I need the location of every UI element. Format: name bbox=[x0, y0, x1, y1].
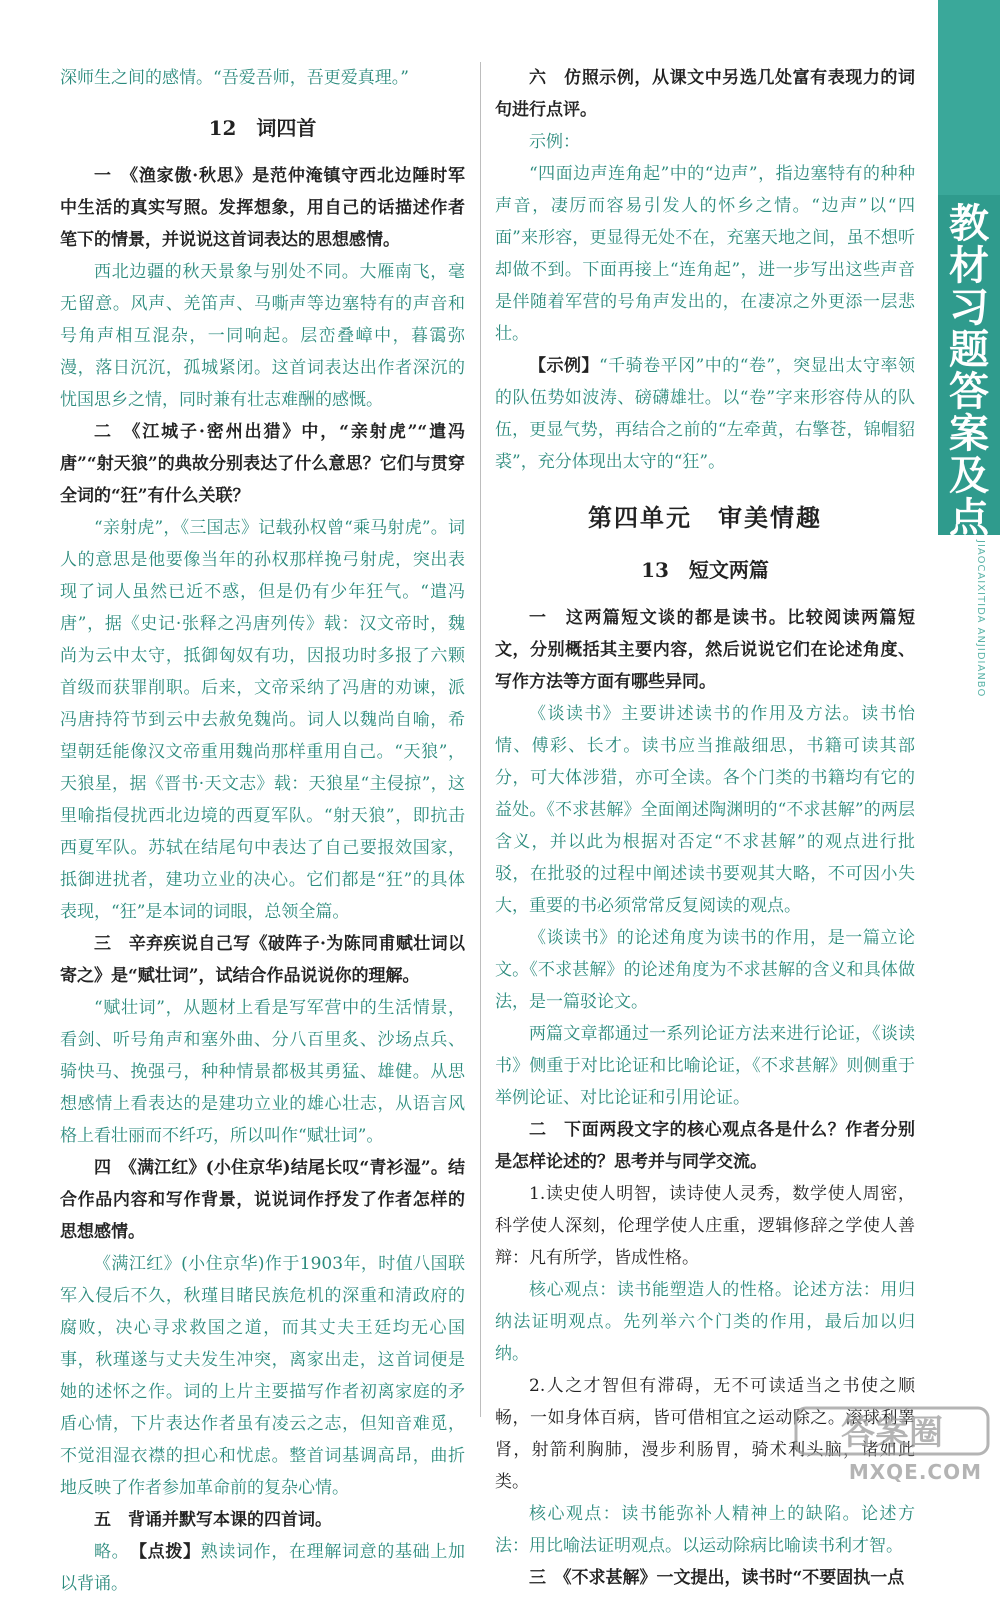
watermark bbox=[792, 1400, 992, 1490]
answer-3: “赋壮词”，从题材上看是写军营中的生活情景，看剑、听号角声和塞外曲、分八百里炙、沙场点兵、骑快马、挽强弓，种种情景都极其勇猛、雄健。从思想感情上看表达的是建功立业的雄心壮志，从语言风格上看壮丽而不纤巧，所以叫作“赋壮词”。 bbox=[60, 998, 465, 1146]
answer-6 bbox=[495, 350, 915, 478]
lesson13-question-2: 二 下面两段文字的核心观点各是什么？作者分别是怎样论述的？思考并与同学交流。 bbox=[495, 1120, 915, 1172]
lesson13-question-2-passage-1: 1.读史使人明智，读诗使人灵秀，数学使人周密，科学使人深刻，伦理学使人庄重，逻辑修辞之学使人善辩：凡有所学，皆成性格。 bbox=[495, 1184, 915, 1268]
question-4: 四 《满江红》(小住京华)结尾长叹“青衫湿”。结合作品内容和写作背景，说说词作抒发了作者怎样的思想感情。 bbox=[60, 1158, 465, 1242]
answer-5-tag: 【点拨】 bbox=[138, 1542, 201, 1562]
question-1: 一 《渔家傲·秋思》是范仲淹镇守西北边陲时军中生活的真实写照。发挥想象，用自己的话描述作者笔下的情景，并说说这首词表达的思想感情。 bbox=[60, 166, 465, 250]
answer-6-tag: 【示例】 bbox=[529, 356, 599, 376]
question-3: 三 辛弃疾说自己写《破阵子·为陈同甫赋壮词以寄之》是“赋壮词”，试结合作品说说你的理解。 bbox=[60, 934, 465, 986]
lesson13-question-1: 一 这两篇短文谈的都是读书。比较阅读两篇短文，分别概括其主要内容，然后说说它们在论述角度、写作方法等方面有哪些异同。 bbox=[495, 608, 915, 692]
side-tab-title: 教材习题答案及点拨 bbox=[949, 201, 989, 583]
answer-2: “亲射虎”，《三国志》记载孙权曾“乘马射虎”。词人的意思是他要像当年的孙权那样挽弓射虎，突出表现了词人虽然已近不惑，但是仍有少年狂气。“遣冯唐”，据《史记·张释之冯唐列传》载：汉文帝时，魏尚为云中太守，抵御匈奴有功，因报功时多报了六颗首级而获罪削职。后来，文帝采纳了冯唐的劝谏，派冯唐持符节到云中去赦免魏尚。词人以魏尚自喻，希望朝廷能像汉文帝重用魏尚那样重用自己。“天狼”，天狼星，据《晋书·天文志》载：天狼星“主侵掠”，这里喻指侵扰西北边境的西夏军队。“射天狼”，即抗击西夏军队。苏轼在结尾句中表达了自己要报效国家，抵御进扰者，建功立业的决心。它们都是“狂”的具体表现，“狂”是本词的词眼，总领全篇。 bbox=[60, 518, 465, 922]
answer-5-text: 熟读词作，在理解词意的基础上加以背诵。 bbox=[60, 1542, 466, 1594]
side-tab bbox=[938, 195, 1000, 583]
answer-5 bbox=[60, 1536, 465, 1600]
lesson13-answer-1-p2: 《谈读书》的论述角度为读书的作用，是一篇立论文。《不求甚解》的论述角度为不求甚解的含义和具体做法，是一篇驳论文。 bbox=[495, 928, 915, 1012]
answer-6-text: “千骑卷平冈”中的“卷”，突显出太守率领的队伍势如波涛、磅礴雄壮。以“卷”字来形容侍从的队伍，更显气势，再结合之前的“左牵黄，右擎苍，锦帽貂裘”，充分体现出太守的“狂”。 bbox=[495, 356, 916, 472]
answer-5-lead: 略。 bbox=[94, 1542, 121, 1562]
example-text: “四面边声连角起”中的“边声”，指边塞特有的种种声音，凄厉而容易引发人的怀乡之情。“边声”以“四面”来形容，更显得无处不在，充塞天地之间，虽不想听却做不到。下面再接上“连角起”，进一步写出这些声音是伴随着军营的号角声发出的，在凄凉之外更添一层悲壮。 bbox=[495, 164, 915, 344]
question-2: 二 《江城子·密州出猎》中，“亲射虎”“遣冯唐”“射天狼”的典故分别表达了什么意思？它们与贯穿全词的“狂”有什么关联？ bbox=[60, 422, 465, 506]
side-tab-pinyin: JIAOCAIXITIDA ANJIDIANBO bbox=[975, 540, 986, 698]
watermark-site: MXQE.COM bbox=[848, 1460, 982, 1484]
answer-4: 《满江红》(小住京华)作于1903年，时值八国联军入侵后不久，秋瑾目睹民族危机的深重和清政府的腐败，决心寻求救国之道，而其丈夫王廷均无心国事，秋瑾遂与丈夫发生冲突，离家出走，这首词便是她的述怀之作。词的上片主要描写作者初离家庭的矛盾心情，下片表达作者虽有凌云之志，但知音难觅，不觉泪湿衣襟的担心和忧虑。整首词基调高昂，曲折地反映了作者参加革命前的复杂心情。 bbox=[60, 1254, 465, 1498]
right-column bbox=[495, 62, 915, 1594]
answer-1: 西北边疆的秋天景象与别处不同。大雁南飞，毫无留意。风声、羌笛声、马嘶声等边塞特有的声音和号角声相互混杂，一同响起。层峦叠嶂中，暮霭弥漫，落日沉沉，孤城紧闭。这首词表达出作者深沉的忧国思乡之情，同时兼有壮志难酬的感慨。 bbox=[60, 262, 465, 410]
lesson13-answer-1-p3: 两篇文章都通过一系列论证方法来进行论证，《谈读书》侧重于对比论证和比喻论证，《不求甚解》则侧重于举例论证、对比论证和引用论证。 bbox=[495, 1024, 915, 1108]
lesson13-answer-2-1: 核心观点：读书能塑造人的性格。论述方法：用归纳法证明观点。先列举六个门类的作用，最后加以归纳。 bbox=[495, 1280, 915, 1364]
lesson13-question-3: 三 《不求甚解》一文提出，读书时“不要固执一点 bbox=[529, 1568, 905, 1588]
intro-line: 深师生之间的感情。“吾爱吾师，吾更爱真理。” bbox=[60, 68, 409, 88]
lesson13-question-2-passage-2: 2.人之才智但有滞碍，无不可读适当之书使之顺畅，一如身体百病，皆可借相宜之运动除之。滚球利睾肾，射箭利胸肺，漫步利肠胃，骑术利头脑，诸如此类。 bbox=[495, 1376, 915, 1492]
lesson-13-title: 13 短文两篇 bbox=[641, 558, 769, 582]
watermark-logo bbox=[792, 1400, 992, 1460]
lesson-12-title: 12 词四首 bbox=[208, 116, 317, 140]
left-column bbox=[60, 62, 465, 1600]
unit-4-title: 第四单元 审美情趣 bbox=[588, 503, 822, 532]
svg-text:答案圈: 答案圈 bbox=[841, 1413, 943, 1453]
side-strip bbox=[938, 0, 1000, 200]
lesson13-answer-1-p1: 《谈读书》主要讲述读书的作用及方法。读书怡情、傅彩、长才。读书应当推敲细思，书籍可读其部分，可大体涉猎，亦可全读。各个门类的书籍均有它的益处。《不求甚解》全面阐述陶渊明的“不求甚解”的两层含义，并以此为根据对否定“不求甚解”的观点进行批驳，在批驳的过程中阐述读书要观其大略，不可因小失大，重要的书必须常常反复阅读的观点。 bbox=[495, 704, 915, 916]
lesson13-answer-2-2: 核心观点：读书能弥补人精神上的缺陷。论述方法：用比喻法证明观点。以运动除病比喻读书利才智。 bbox=[495, 1504, 915, 1556]
question-5: 五 背诵并默写本课的四首词。 bbox=[94, 1510, 332, 1530]
example-label: 示例： bbox=[529, 132, 580, 152]
question-6: 六 仿照示例，从课文中另选几处富有表现力的词句进行点评。 bbox=[495, 68, 915, 120]
column-divider bbox=[480, 62, 481, 1417]
